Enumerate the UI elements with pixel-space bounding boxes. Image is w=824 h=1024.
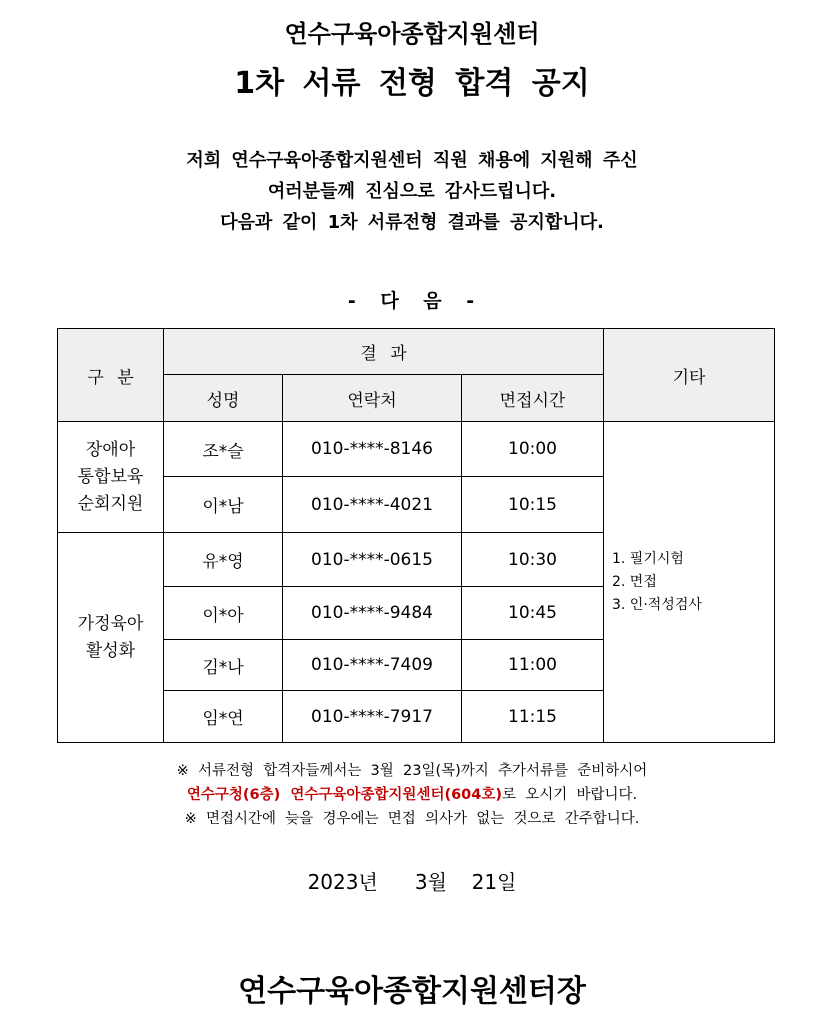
note-line-2 [0, 783, 824, 807]
category-cell [58, 533, 164, 743]
contact-cell: 010-****-7409 [283, 640, 462, 691]
etc-item: 3. 인·적성검사 [612, 596, 702, 613]
location-highlight: 연수구청(6층) 연수구육아종합지원센터(604호) [186, 787, 502, 803]
category-line: 활성화 [85, 640, 136, 661]
signature: 연수구육아종합지원센터장 [238, 974, 586, 1009]
table-row [58, 422, 775, 477]
category-line: 가정육아 [77, 613, 144, 634]
note-line-2-rest: 로 오시기 바랍니다. [501, 787, 638, 803]
time-cell: 10:00 [462, 422, 604, 477]
etc-cell [604, 422, 775, 743]
org-title: 연수구육아종합지원센터 [284, 20, 540, 48]
etc-item: 1. 필기시험 [612, 550, 684, 567]
header-etc: 기타 [604, 329, 775, 422]
etc-item: 2. 면접 [612, 573, 657, 590]
time-cell: 11:15 [462, 691, 604, 743]
name-cell: 이*아 [164, 587, 283, 640]
name-cell: 유*영 [164, 533, 283, 587]
contact-cell: 010-****-8146 [283, 422, 462, 477]
intro-line-1: 저희 연수구육아종합지원센터 직원 채용에 지원해 주신 [186, 150, 638, 171]
header-time: 면접시간 [462, 375, 604, 422]
contact-cell: 010-****-7917 [283, 691, 462, 743]
name-cell: 임*연 [164, 691, 283, 743]
time-cell: 10:15 [462, 477, 604, 533]
header-name: 성명 [164, 375, 283, 422]
category-cell [58, 422, 164, 533]
name-cell: 김*나 [164, 640, 283, 691]
note-line-3: ※ 면접시간에 늦을 경우에는 면접 의사가 없는 것으로 간주합니다. [184, 811, 640, 827]
contact-cell: 010-****-4021 [283, 477, 462, 533]
name-cell: 이*남 [164, 477, 283, 533]
category-line: 순회지원 [77, 493, 144, 514]
time-cell: 10:30 [462, 533, 604, 587]
notice-date: 2023년 3월 21일 [307, 870, 517, 894]
intro-paragraph [0, 145, 824, 238]
category-line: 통합보육 [77, 466, 144, 487]
contact-cell: 010-****-0615 [283, 533, 462, 587]
time-cell: 11:00 [462, 640, 604, 691]
category-line: 장애아 [85, 439, 136, 460]
notes [0, 759, 824, 831]
intro-line-3: 다음과 같이 1차 서류전형 결과를 공지합니다. [220, 212, 604, 233]
note-line-1: ※ 서류전형 합격자들께서는 3월 23일(목)까지 추가서류를 준비하시어 [176, 763, 648, 779]
name-cell: 조*슬 [164, 422, 283, 477]
intro-line-2: 여러분들께 진심으로 감사드립니다. [267, 181, 557, 202]
header-contact: 연락처 [283, 375, 462, 422]
header-result: 결 과 [164, 329, 604, 375]
contact-cell: 010-****-9484 [283, 587, 462, 640]
section-heading: - 다 음 - [347, 290, 477, 312]
notice-title: 1차 서류 전형 합격 공지 [234, 66, 590, 101]
header-category: 구 분 [58, 329, 164, 422]
results-table [57, 328, 775, 743]
time-cell: 10:45 [462, 587, 604, 640]
